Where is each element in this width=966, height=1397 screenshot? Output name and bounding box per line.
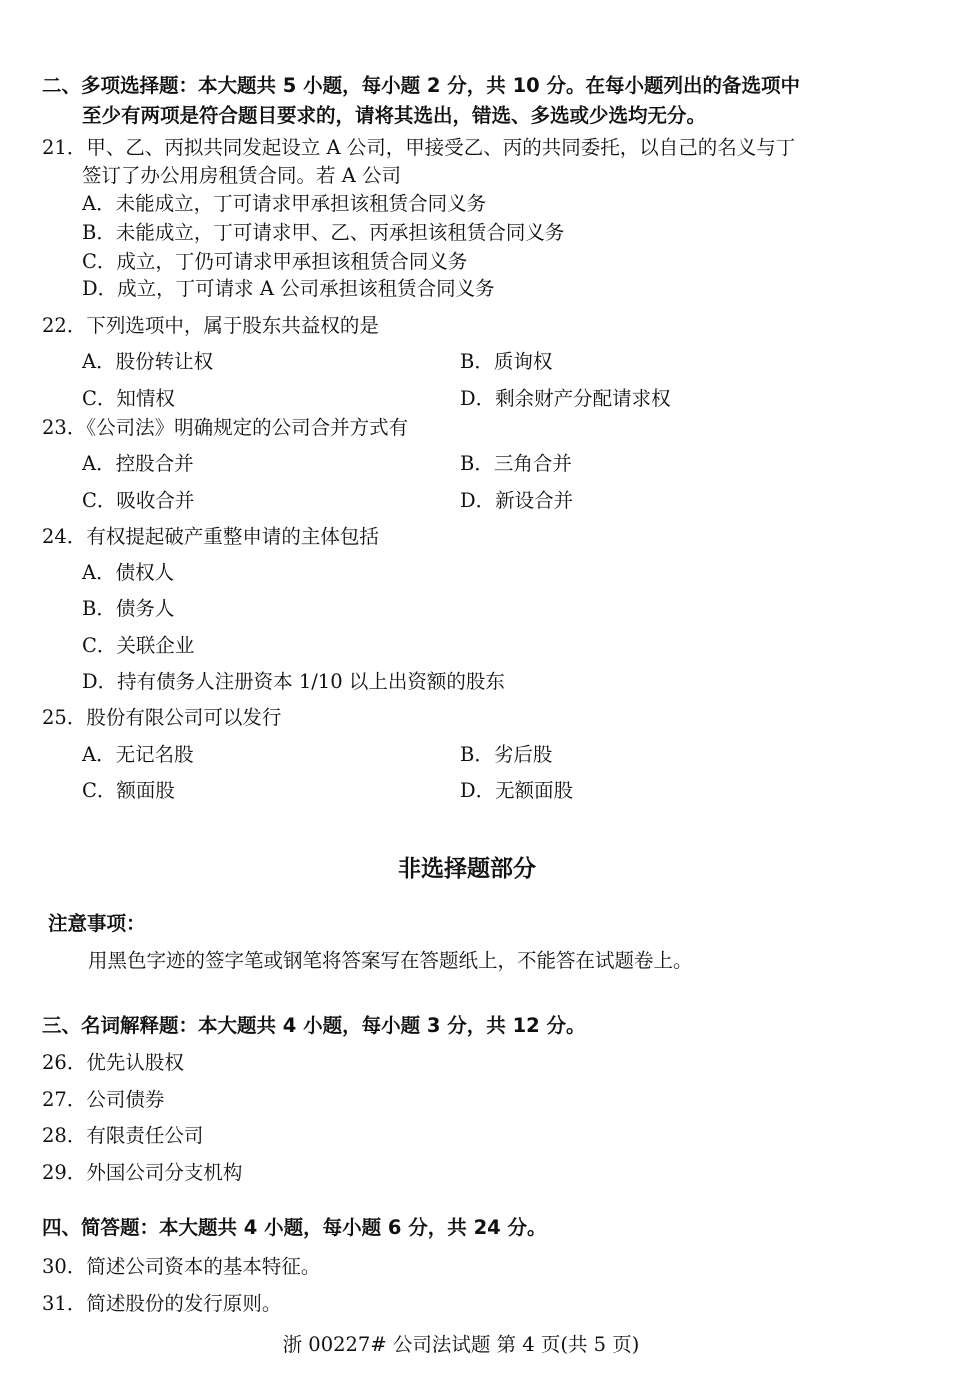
question-25-option-c: C．额面股: [82, 779, 175, 802]
question-23-option-d: D．新设合并: [460, 489, 574, 512]
question-29: 29．外国公司分支机构: [42, 1161, 243, 1184]
question-21-stem-cont: 签订了办公用房租赁合同。若 A 公司: [82, 164, 401, 187]
question-24-option-b: B．债务人: [82, 597, 175, 620]
section-2-instructions: 至少有两项是符合题目要求的，请将其选出，错选、多选或少选均无分。: [82, 104, 707, 127]
question-23-option-b: B．三角合并: [460, 452, 572, 475]
question-24-option-c: C．关联企业: [82, 634, 195, 657]
question-25-option-a: A．无记名股: [82, 743, 194, 766]
section-4-heading: 四、简答题：本大题共 4 小题，每小题 6 分，共 24 分。: [42, 1216, 547, 1239]
question-22-option-a: A．股份转让权: [82, 350, 214, 373]
question-30: 30．简述公司资本的基本特征。: [42, 1255, 321, 1278]
question-24-option-d: D．持有债务人注册资本 1/10 以上出资额的股东: [82, 670, 505, 693]
question-26: 26．优先认股权: [42, 1051, 184, 1074]
page-footer: 浙 00227# 公司法试题 第 4 页(共 5 页): [282, 1333, 640, 1356]
question-21-option-c: C．成立，丁仍可请求甲承担该租赁合同义务: [82, 250, 468, 273]
question-25-option-b: B．劣后股: [460, 743, 553, 766]
question-22-option-b: B．质询权: [460, 350, 553, 373]
question-31: 31．简述股份的发行原则。: [42, 1292, 282, 1315]
section-2-heading: 二、多项选择题：本大题共 5 小题，每小题 2 分，共 10 分。在每小题列出的备选项中: [42, 74, 801, 97]
question-23-option-a: A．控股合并: [82, 452, 194, 475]
question-24-option-a: A．债权人: [82, 561, 175, 584]
question-22-option-d: D．剩余财产分配请求权: [460, 387, 671, 410]
question-22-stem: 22．下列选项中，属于股东共益权的是: [42, 314, 379, 337]
question-21-option-d: D．成立，丁可请求 A 公司承担该租赁合同义务: [82, 277, 495, 300]
question-25-option-d: D．无额面股: [460, 779, 574, 802]
question-22-option-c: C．知情权: [82, 387, 175, 410]
question-25-stem: 25．股份有限公司可以发行: [42, 706, 282, 729]
question-23-option-c: C．吸收合并: [82, 489, 195, 512]
question-27: 27．公司债券: [42, 1088, 165, 1111]
question-21-stem: 21．甲、乙、丙拟共同发起设立 A 公司，甲接受乙、丙的共同委托，以自己的名义与丁: [42, 136, 796, 159]
part-title: 非选择题部分: [398, 856, 536, 882]
notice-heading: 注意事项：: [48, 912, 146, 935]
question-21-option-a: A．未能成立，丁可请求甲承担该租赁合同义务: [82, 192, 487, 215]
notice-text: 用黑色字迹的签字笔或钢笔将答案写在答题纸上，不能答在试题卷上。: [88, 949, 693, 972]
question-28: 28．有限责任公司: [42, 1124, 204, 1147]
question-24-stem: 24．有权提起破产重整申请的主体包括: [42, 525, 379, 548]
section-3-heading: 三、名词解释题：本大题共 4 小题，每小题 3 分，共 12 分。: [42, 1014, 586, 1037]
question-23-stem: 23．《公司法》明确规定的公司合并方式有: [42, 416, 409, 439]
question-21-option-b: B．未能成立，丁可请求甲、乙、丙承担该租赁合同义务: [82, 221, 565, 244]
